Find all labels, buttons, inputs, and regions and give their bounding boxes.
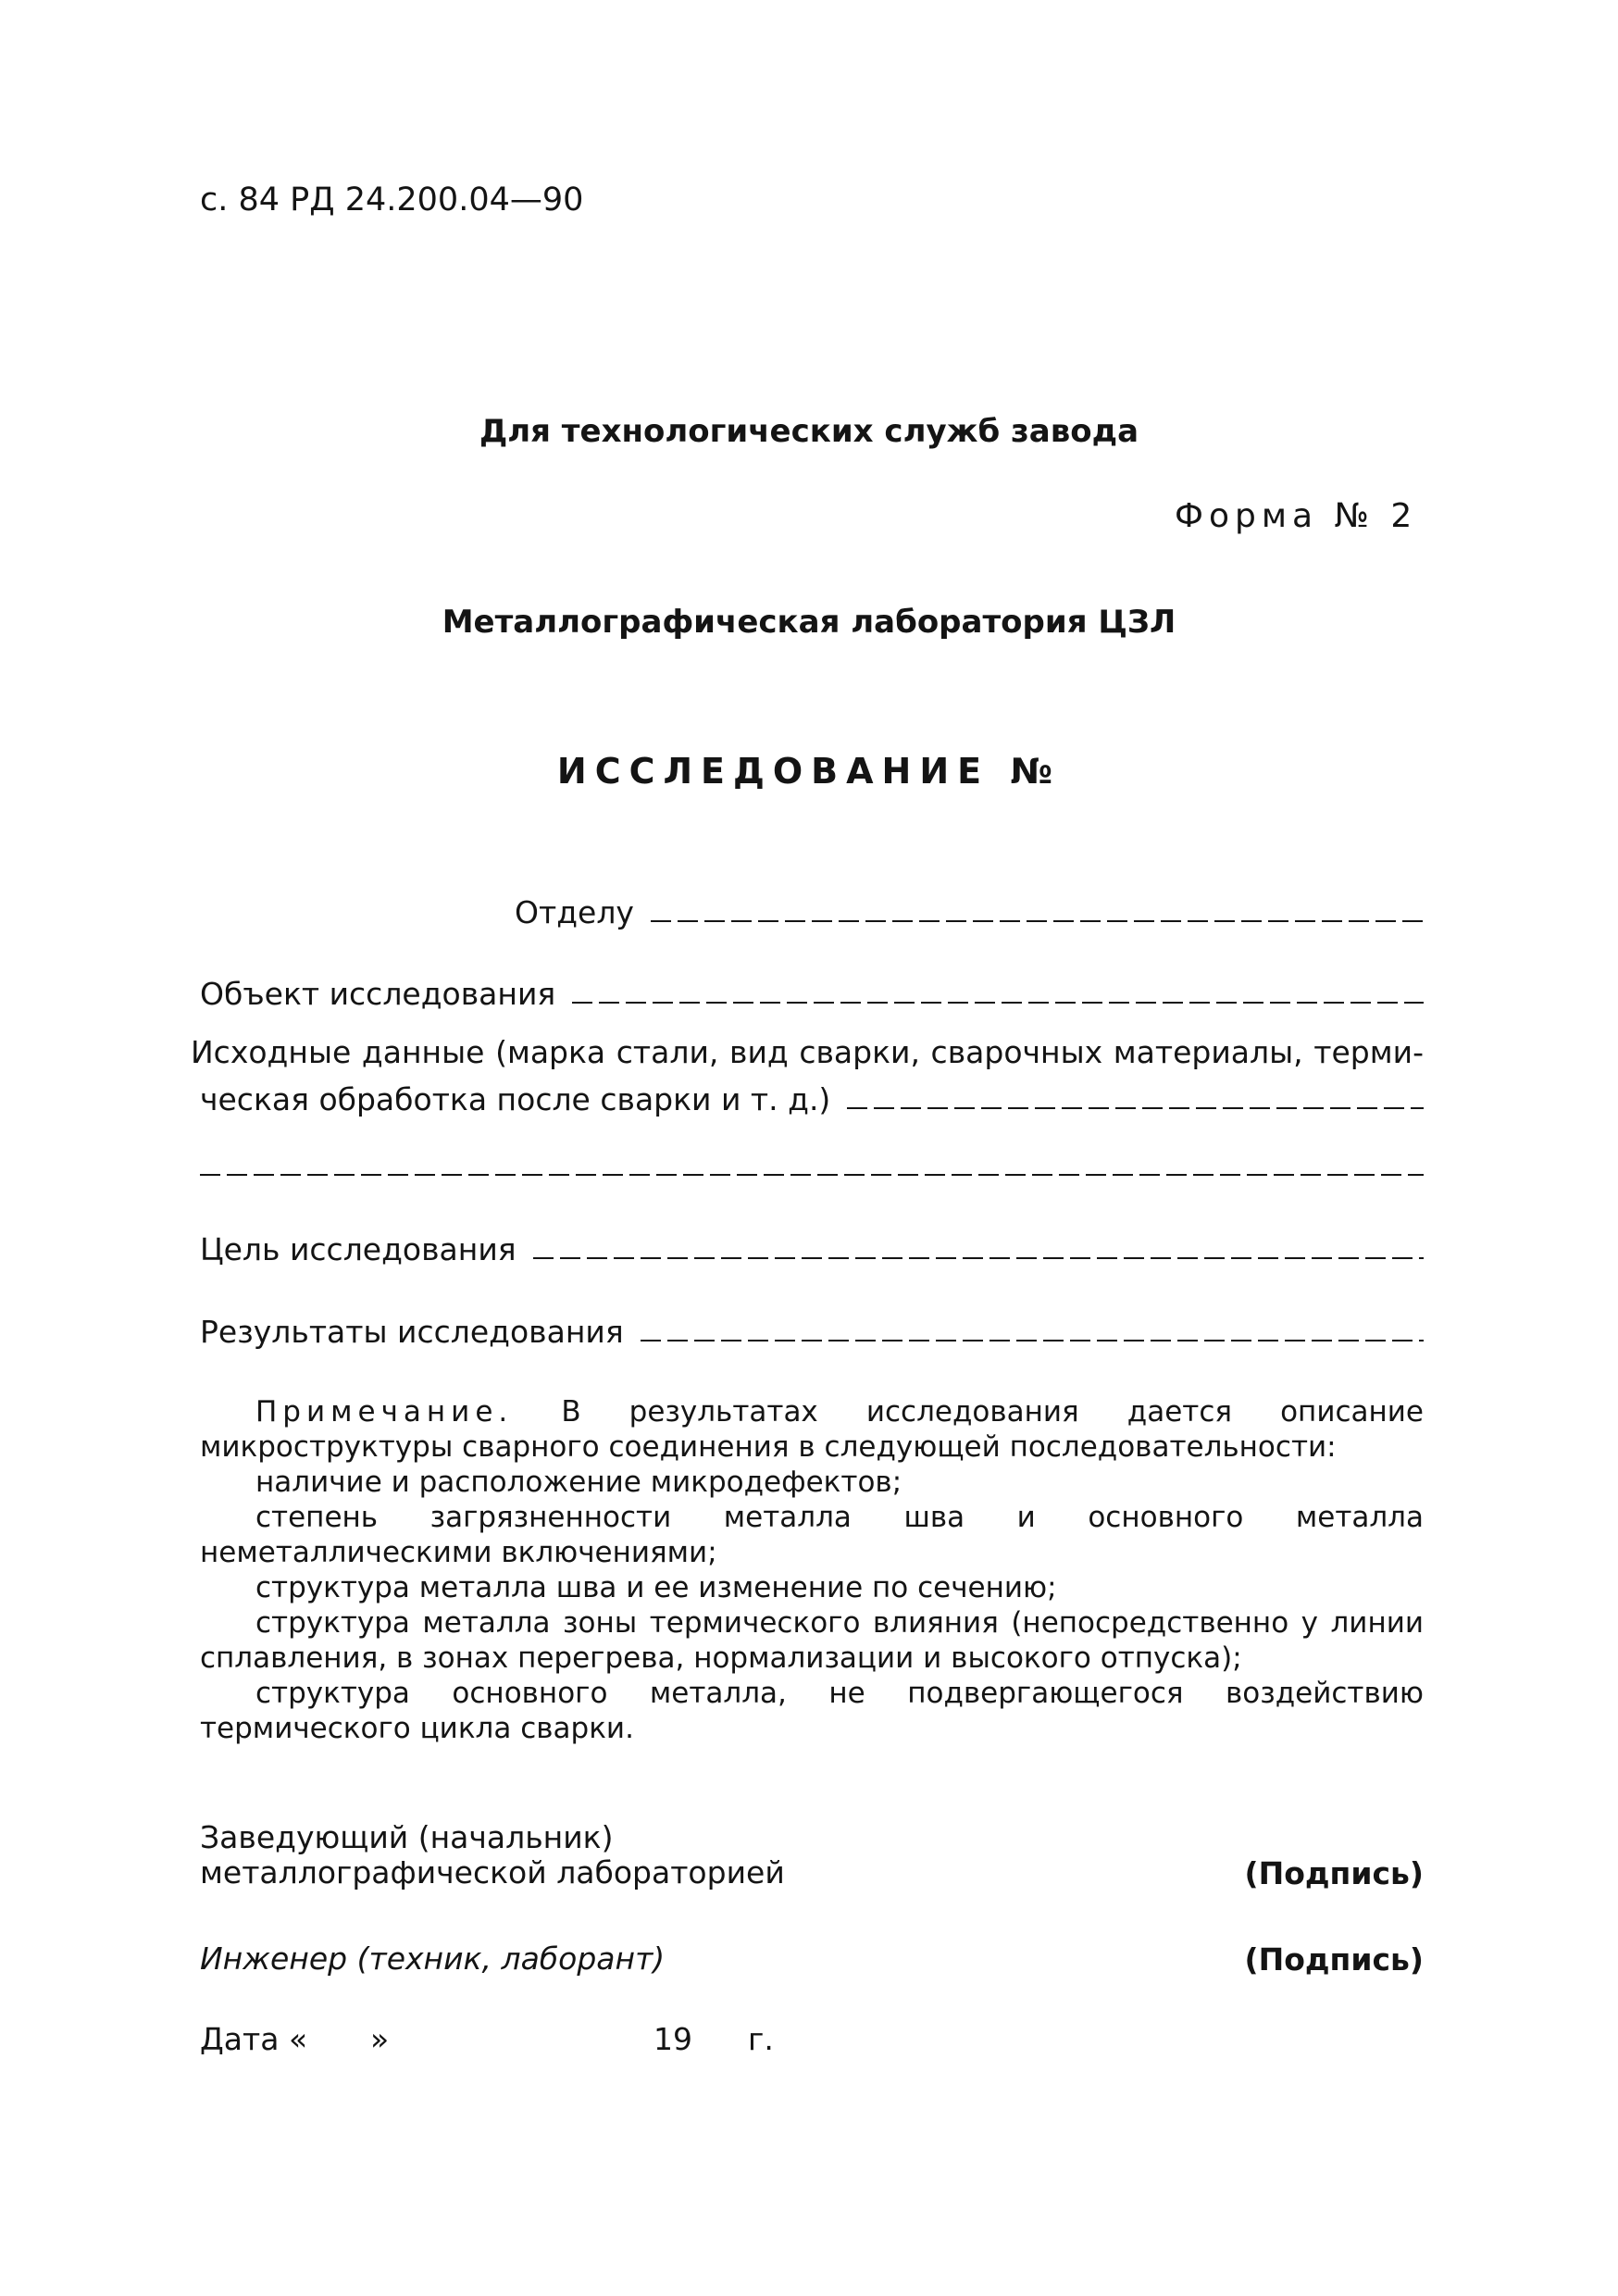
- initial-data-label-line2: ческая обработка после сварки и т. д.): [200, 1081, 831, 1117]
- note-item: наличие и расположение микродефектов;: [255, 1466, 902, 1499]
- note-block: [200, 1394, 1424, 1746]
- results-input-line[interactable]: [641, 1340, 1424, 1341]
- engineer-title: Инженер (техник, лаборант): [200, 1940, 666, 1977]
- head-title-line2: металлографической лабораторией: [200, 1854, 785, 1890]
- document-title: ИССЛЕДОВАНИЕ №: [556, 751, 1062, 792]
- note-intro: В результатах исследования дается описание микроструктуры сварного соединения в следующей последовательности:: [200, 1395, 1424, 1464]
- results-label: Результаты исследования: [200, 1314, 624, 1350]
- note-item: структура металла шва и ее изменение по сечению;: [255, 1571, 1057, 1604]
- goal-label: Цель исследования: [200, 1231, 517, 1267]
- head-title-line1: Заведующий (начальник): [200, 1819, 614, 1855]
- object-input-line[interactable]: [572, 1002, 1424, 1004]
- department-input-line[interactable]: [651, 920, 1424, 922]
- lab-name: Металлографическая лаборатория ЦЗЛ: [442, 604, 1176, 641]
- date-label: Дата «: [200, 2021, 308, 2057]
- note-item: структура основного металла, не подвергающегося воздействию термического цикла сварки.: [200, 1677, 1424, 1745]
- note-intro-paragraph: [200, 1394, 1424, 1465]
- note-item: степень загрязненности металла шва и основного металла неметаллическими включениями;: [200, 1501, 1424, 1569]
- date-close-quote: »: [370, 2021, 390, 2057]
- department-label: Отделу: [515, 894, 634, 930]
- engineer-signature-placeholder[interactable]: (Подпись): [1244, 1941, 1424, 1978]
- date-year: 19: [653, 2021, 692, 2057]
- results-field: [200, 1314, 1424, 1350]
- initial-data-extra-line[interactable]: [200, 1174, 1424, 1176]
- form-number: Форма № 2: [1175, 497, 1418, 535]
- initial-data-input-line[interactable]: [847, 1107, 1424, 1109]
- initial-data-field: [200, 1081, 1424, 1117]
- department-note: Для технологических служб завода: [479, 413, 1139, 450]
- note-item: структура металла зоны термического влияния (непосредственно у линии сплавления, в зонах перегрева, нормализации и высокого отпуска);: [200, 1606, 1424, 1675]
- head-signature-placeholder[interactable]: (Подпись): [1244, 1855, 1424, 1891]
- goal-field: [200, 1231, 1424, 1267]
- initial-data-label-line1: Исходные данные (марка стали, вид сварки, сварочных материалы, терми-: [191, 1034, 1424, 1070]
- department-field: [515, 894, 1424, 930]
- object-field: [200, 976, 1424, 1012]
- object-label: Объект исследования: [200, 976, 556, 1012]
- date-year-suffix: г.: [748, 2021, 774, 2057]
- note-lead: Примечание.: [255, 1395, 514, 1429]
- page-header: с. 84 РД 24.200.04—90: [200, 181, 584, 218]
- goal-input-line[interactable]: [533, 1257, 1424, 1259]
